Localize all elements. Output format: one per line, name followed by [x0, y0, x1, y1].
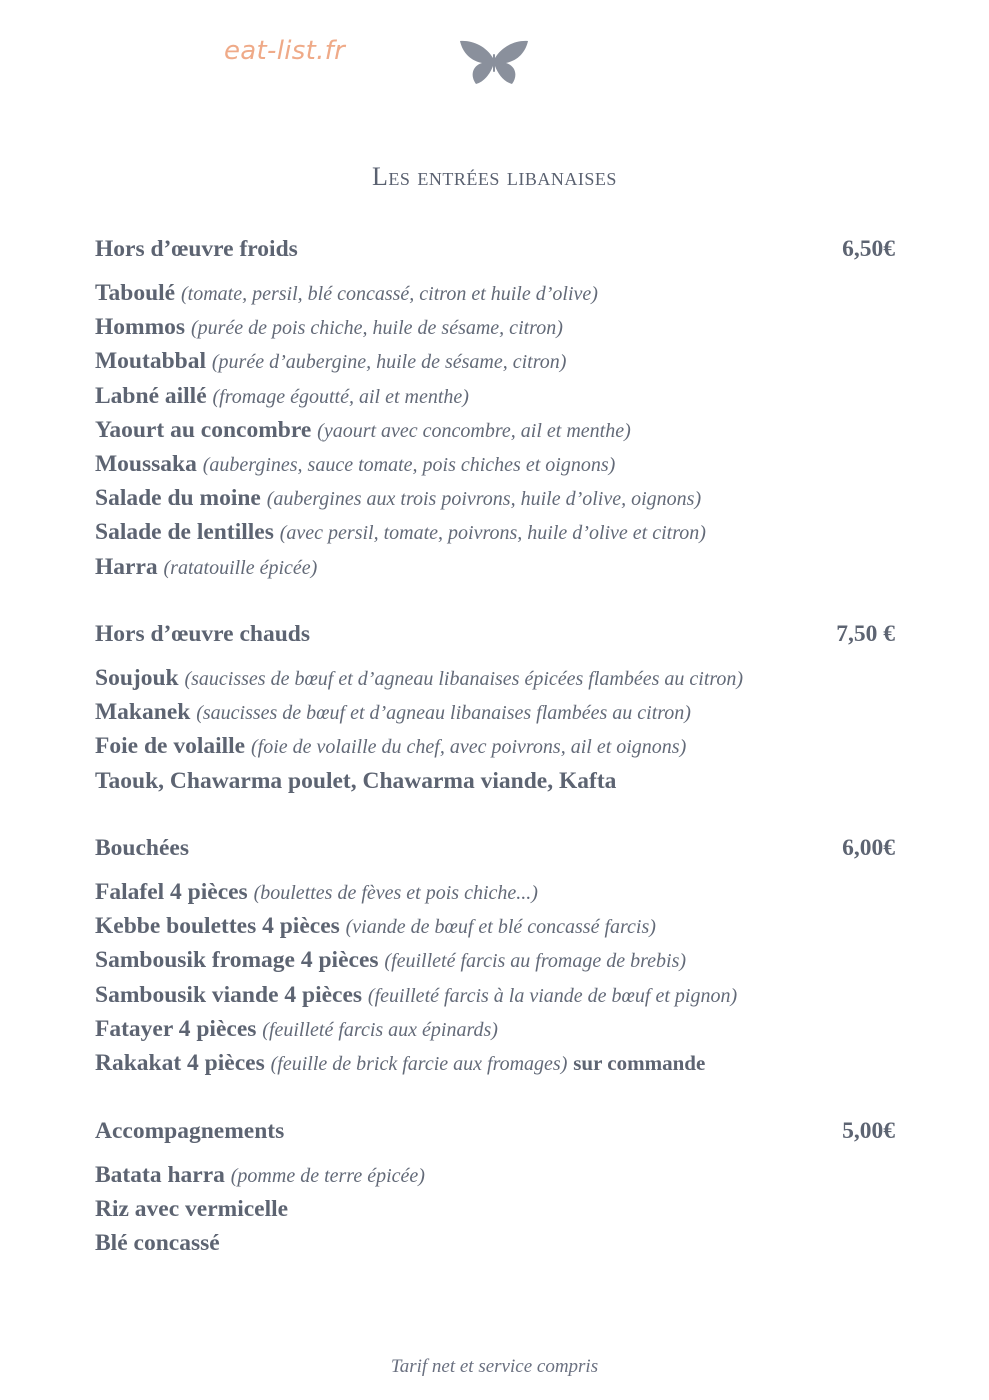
item-name: Salade du moine — [95, 485, 261, 512]
item-description: (tomate, persil, blé concassé, citron et huile d’olive) — [181, 283, 598, 305]
page-title: Les entrées libanaises — [372, 162, 617, 191]
item-name: Harra — [95, 553, 158, 580]
menu-items-list — [95, 276, 895, 584]
item-name: Rakakat 4 pièces — [95, 1049, 265, 1076]
section-header — [95, 236, 895, 276]
section-header — [95, 621, 895, 661]
butterfly-icon — [456, 38, 532, 86]
item-description: (purée d’aubergine, huile de sésame, citron) — [211, 351, 567, 374]
item-name: Riz avec vermicelle — [95, 1196, 289, 1223]
item-description: (boulettes de fèves et pois chiche...) — [253, 882, 538, 904]
menu-item — [95, 447, 895, 481]
item-name: Yaourt au concombre — [95, 416, 312, 443]
item-name: Fatayer 4 pièces — [95, 1015, 257, 1042]
item-name: Foie de volaille — [95, 733, 246, 760]
item-name: Makanek — [95, 699, 191, 726]
section-header — [95, 1118, 895, 1158]
menu-item — [95, 729, 895, 763]
item-name: Blé concassé — [95, 1230, 220, 1257]
item-name: Falafel 4 pièces — [95, 879, 248, 905]
menu-items-list — [95, 661, 895, 798]
watermark-text: eat-list.fr — [224, 36, 346, 66]
menu-item — [95, 875, 895, 909]
item-description: (avec persil, tomate, poivrons, huile d’olive et citron) — [279, 522, 706, 545]
section-name: Hors d’œuvre froids — [95, 236, 298, 262]
section-accompagnements — [95, 1118, 895, 1261]
item-description: (saucisses de bœuf et d’agneau libanaises flambées au citron) — [196, 702, 691, 725]
menu-item — [95, 481, 895, 515]
item-name: Taboulé — [95, 280, 176, 306]
item-description: (feuilleté farcis aux épinards) — [262, 1018, 498, 1041]
item-description: (foie de volaille du chef, avec poivrons, ail et oignons) — [251, 736, 687, 759]
item-description: (feuilleté farcis à la viande de bœuf et pignon) — [367, 984, 738, 1007]
item-name: Moutabbal — [95, 348, 206, 375]
item-description: (ratatouille épicée) — [163, 556, 318, 579]
item-name: Moussaka — [95, 450, 197, 477]
item-note: sur commande — [573, 1050, 706, 1075]
section-bouchees — [95, 835, 895, 1080]
section-name: Accompagnements — [95, 1118, 285, 1144]
menu-item — [95, 379, 895, 413]
item-description: (yaourt avec concombre, ail et menthe) — [317, 419, 631, 442]
section-price: 6,50€ — [842, 236, 895, 262]
footer-note: Tarif net et service compris — [390, 1356, 599, 1377]
menu-item — [95, 1158, 895, 1192]
item-name: Soujouk — [95, 665, 179, 691]
item-description: (saucisses de bœuf et d’agneau libanaises épicées flambées au citron) — [184, 668, 744, 690]
menu-item — [95, 1046, 895, 1080]
menu-item — [95, 695, 895, 729]
menu-items-list — [95, 875, 895, 1080]
item-description: (viande de bœuf et blé concassé farcis) — [345, 916, 656, 939]
menu-item — [95, 515, 895, 549]
menu-items-list — [95, 1158, 895, 1261]
menu-item — [95, 550, 895, 584]
item-description: (fromage égoutté, ail et menthe) — [212, 385, 469, 408]
menu-item — [95, 978, 895, 1012]
section-price: 6,00€ — [842, 835, 895, 861]
item-name: Taouk, Chawarma poulet, Chawarma viande, Kafta — [95, 767, 617, 794]
item-name: Batata harra — [95, 1162, 225, 1188]
menu-item — [95, 344, 895, 378]
menu-item — [95, 661, 895, 695]
item-name: Hommos — [95, 314, 186, 341]
section-price: 5,00€ — [842, 1118, 895, 1144]
item-name: Labné aillé — [95, 382, 207, 409]
item-description: (aubergines, sauce tomate, pois chiches et oignons) — [202, 453, 616, 476]
menu-item — [95, 1192, 895, 1226]
item-name: Sambousik viande 4 pièces — [95, 981, 363, 1008]
item-description: (feuilleté farcis au fromage de brebis) — [384, 950, 687, 973]
item-description: (aubergines aux trois poivrons, huile d’olive, oignons) — [266, 488, 702, 511]
section-hors-oeuvre-froids — [95, 236, 895, 584]
item-description: (pomme de terre épicée) — [230, 1165, 425, 1187]
section-hors-oeuvre-chauds — [95, 621, 895, 798]
menu-item — [95, 764, 895, 798]
section-price: 7,50 € — [836, 621, 895, 647]
menu-item — [95, 310, 895, 344]
menu-item — [95, 943, 895, 977]
menu-item — [95, 413, 895, 447]
menu-item — [95, 909, 895, 943]
item-name: Kebbe boulettes 4 pièces — [95, 913, 340, 940]
section-name: Bouchées — [95, 835, 189, 861]
section-header — [95, 835, 895, 875]
section-name: Hors d’œuvre chauds — [95, 621, 311, 647]
item-description: (feuille de brick farcie aux fromages) — [270, 1052, 568, 1075]
item-name: Sambousik fromage 4 pièces — [95, 947, 379, 974]
item-name: Salade de lentilles — [95, 519, 274, 546]
menu-item — [95, 276, 895, 310]
menu-item — [95, 1012, 895, 1046]
menu-item — [95, 1226, 895, 1260]
item-description: (purée de pois chiche, huile de sésame, citron) — [190, 317, 563, 340]
